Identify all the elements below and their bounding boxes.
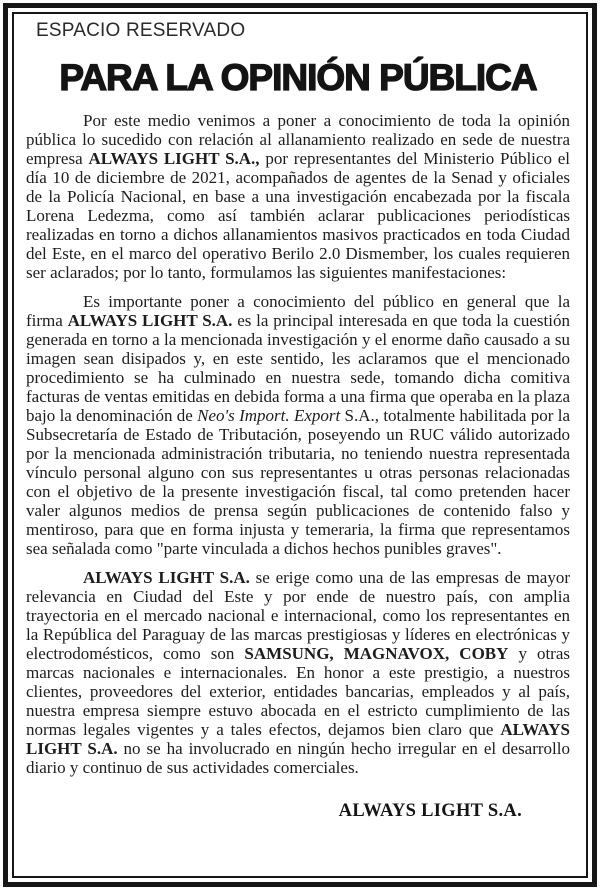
text-run-normal: S.A., totalmente habilitada por la Subsecretaría de Estado de Tributación, poseyendo un RUC válido autorizado por la mencionada administración tributaria, no teniendo nuestra representada vínculo personal alguno con sus representantes u otras personas relacionadas con el objetivo de la presente investigación fiscal, tal como pretenden hacer valer algunos medios de prensa según publicaciones de contenido falso y mentiroso, para que en forma injusta y temeraria, la firma que representamos sea señalada como "parte vinculada a dichos hechos punibles graves".	[26, 406, 570, 558]
paragraph	[26, 292, 570, 558]
text-run-normal: se erige como una de las empresas de mayor relevancia en Ciudad del Este y por ende de nuestro país, con amplia trayectoria en el mercado nacional e internacional, como los representantes en la República del Paraguay de las marcas prestigiosas y líderes en electrónicas y electrodomésticos, como son	[26, 568, 570, 663]
paragraph	[26, 111, 570, 282]
page-title: PARA LA OPINIÓN PÚBLICA	[59, 57, 537, 98]
text-run-bold: ALWAYS LIGHT S.A.	[26, 720, 570, 758]
text-run-italic: Neo's Import. Export	[197, 406, 341, 425]
text-run-normal: Es importante poner a conocimiento del público en general que la firma	[26, 292, 570, 330]
text-run-bold: ALWAYS LIGHT S.A.,	[88, 149, 260, 168]
text-run-bold: ALWAYS LIGHT S.A.	[83, 568, 250, 587]
text-run-normal: es la principal interesada en que toda la cuestión generada en torno a la mencionada investigación y el enorme daño causado a su imagen sean disipados y, en este sentido, les aclaramos que el mencionado procedimiento se ha culminado en nuestra sede, tomando dicha comitiva facturas de ventas emitidas en debida forma a una firma que operaba en la plaza bajo la denominación de	[26, 311, 570, 425]
text-run-bold: SAMSUNG, MAGNAVOX, COBY	[244, 644, 509, 663]
text-run-bold: ALWAYS LIGHT S.A.	[67, 311, 233, 330]
text-run-normal: por representantes del Ministerio Público el día 10 de diciembre de 2021, acompañados de agentes de la Senad y oficiales de la Policía Nacional, en base a una investigación encabezada por la fiscala Lorena Ledezma, como así también aclarar publicaciones periodísticas realizadas en torno a dichos allanamientos masivos practicados en toda Ciudad del Este, en el marco del operativo Berilo 2.0 Dismember, los cuales requieren ser aclarados; por lo tanto, formulamos las siguientes manifestaciones:	[26, 149, 571, 282]
inner-frame	[12, 12, 588, 878]
signature: ALWAYS LIGHT S.A.	[338, 801, 522, 821]
text-run-normal: y otras marcas nacionales e internacionales. En honor a este prestigio, a nuestros clientes, proveedores del exterior, entidades bancarias, empleados y al país, nuestra empresa siempre estuvo abocada en el estricto cumplimiento de las normas legales vigentes y a tales efectos, dejamos bien claro que	[26, 644, 570, 739]
reserved-space-label: ESPACIO RESERVADO	[36, 20, 246, 41]
text-run-normal: Por este medio venimos a poner a conocimiento de toda la opinión pública lo sucedido con relación al allanamiento realizado en sede de nuestra empresa	[26, 111, 570, 168]
document-body	[26, 111, 570, 787]
paragraph	[26, 568, 570, 777]
outer-frame	[3, 3, 597, 887]
text-run-normal: no se ha involucrado en ningún hecho irregular en el desarrollo diario y continuo de sus actividades comerciales.	[26, 739, 570, 777]
